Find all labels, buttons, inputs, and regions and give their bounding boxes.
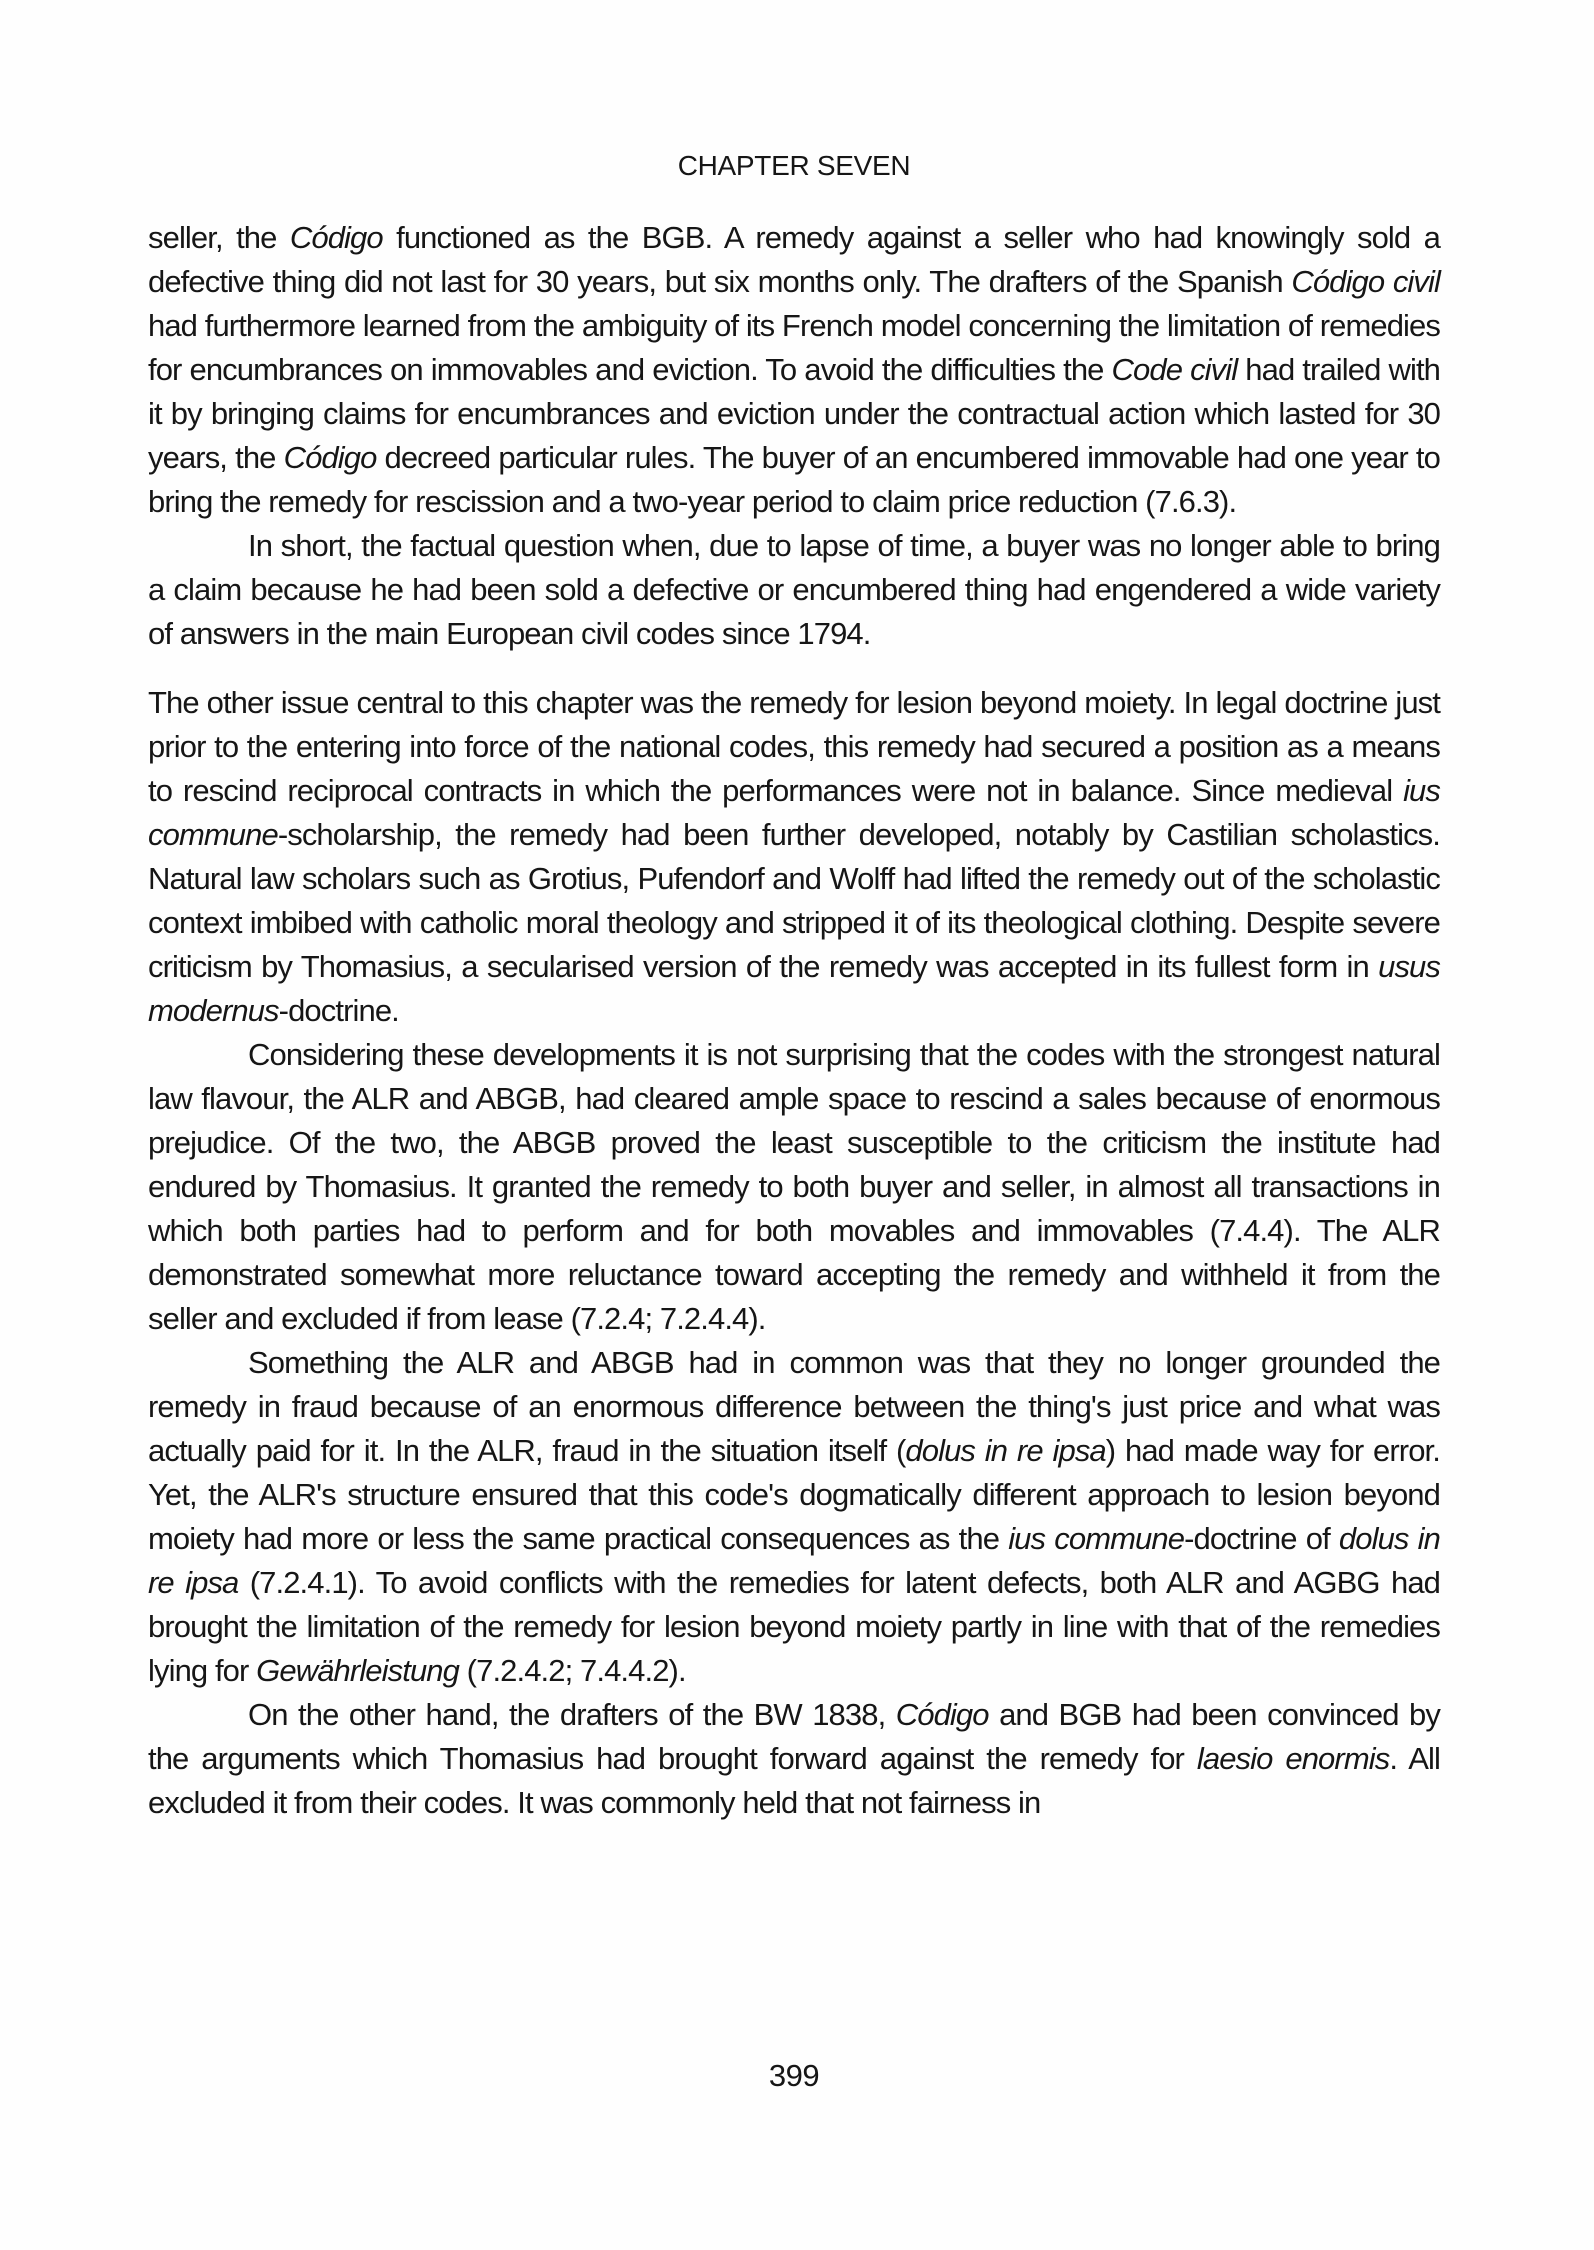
text-run: Considering these developments it is not surprising that the codes with the strongest natural law flavour, the ALR and ABGB, had cleared ample space to rescind a sales because of enormous prejudice. Of the two, the ABGB proved the least susceptible to the criticism the institute had endured by Thomasius. It granted the remedy to both buyer and seller, in almost all transactions in which both parties had to perform and for both movables and immovables (7.4.4). The ALR demonstrated somewhat more reluctance toward accepting the remedy and withheld it from the seller and excluded if from lease (7.2.4; 7.2.4.4). (148, 1037, 1440, 1336)
text-run: . All excluded it from their codes. It was commonly held that not fairness in (148, 1741, 1441, 1820)
paragraph (148, 524, 1440, 656)
italic-text-run: ius commune (1008, 1521, 1185, 1556)
italic-text-run: usus modernus (148, 949, 1440, 1028)
text-run: functioned as the BGB. A remedy against a seller who had knowingly sold a defective thing did not last for 30 years, but six months only. The drafters of the Spanish (148, 220, 1440, 299)
page-number: 399 (768, 2058, 820, 2093)
text-run: had trailed with it by bringing claims for encumbrances and eviction under the contractual action which lasted for 30 years, the (148, 352, 1440, 475)
chapter-heading: CHAPTER SEVEN (677, 150, 911, 181)
italic-text-run: dolus in re ipsa (905, 1433, 1106, 1468)
text-run: -doctrine. (278, 993, 399, 1028)
italic-text-run: Código (289, 220, 383, 255)
text-run: -doctrine of (1184, 1521, 1339, 1556)
italic-text-run: Código civil (1291, 264, 1440, 299)
paragraph (148, 1693, 1440, 1825)
body-text (148, 216, 1440, 1825)
text-run: (7.2.4.1). To avoid conflicts with the remedies for latent defects, both ALR and AGBG had brought the limitation of the remedy for lesion beyond moiety partly in line with that of the remedies lying for (148, 1565, 1440, 1688)
text-run: ) had made way for error. Yet, the ALR's structure ensured that this code's dogmatically different approach to lesion beyond moiety had more or less the same practical consequences as the (148, 1433, 1440, 1556)
italic-text-run: Gewährleistung (256, 1653, 459, 1688)
text-run: On the other hand, the drafters of the BW 1838, (248, 1697, 896, 1732)
italic-text-run: Código (283, 440, 377, 475)
paragraph (148, 216, 1440, 524)
text-run: decreed particular rules. The buyer of an encumbered immovable had one year to bring the remedy for rescission and a two-year period to claim price reduction (7.6.3). (148, 440, 1440, 519)
text-run: -scholarship, the remedy had been further developed, notably by Castilian scholastics. Natural law scholars such as Grotius, Pufendorf and Wolff had lifted the remedy out of the scholastic context imbibed with catholic moral theology and stripped it of its theological clothing. Despite severe criticism by Thomasius, a secularised version of the remedy was accepted in its fullest form in (148, 817, 1440, 984)
text-run: had furthermore learned from the ambiguity of its French model concerning the limitation of remedies for encumbrances on immovables and eviction. To avoid the difficulties the (148, 308, 1440, 387)
italic-text-run: Code civil (1111, 352, 1238, 387)
italic-text-run: Código (895, 1697, 989, 1732)
text-run: (7.2.4.2; 7.4.4.2). (458, 1653, 686, 1688)
paragraph (148, 1033, 1440, 1341)
text-run: Something the ALR and ABGB had in common was that they no longer grounded the remedy in fraud because of an enormous difference between the thing's just price and what was actually paid for it. In the ALR, fraud in the situation itself ( (148, 1345, 1440, 1468)
italic-text-run: laesio enormis (1196, 1741, 1390, 1776)
text-run: and BGB had been convinced by the arguments which Thomasius had brought forward against the remedy for (148, 1697, 1440, 1776)
text-run: seller, the (148, 220, 290, 255)
paragraph (148, 1341, 1440, 1693)
italic-text-run: dolus in re ipsa (148, 1521, 1440, 1600)
text-run: The other issue central to this chapter was the remedy for lesion beyond moiety. In legal doctrine just prior to the entering into force of the national codes, this remedy had secured a position as a means to rescind reciprocal contracts in which the performances were not in balance. Since medieval (148, 685, 1440, 808)
text-run: In short, the factual question when, due to lapse of time, a buyer was no longer able to bring a claim because he had been sold a defective or encumbered thing had engendered a wide variety of answers in the main European civil codes since 1794. (148, 528, 1440, 651)
paragraph (148, 681, 1440, 1033)
italic-text-run: ius commune (148, 773, 1440, 852)
